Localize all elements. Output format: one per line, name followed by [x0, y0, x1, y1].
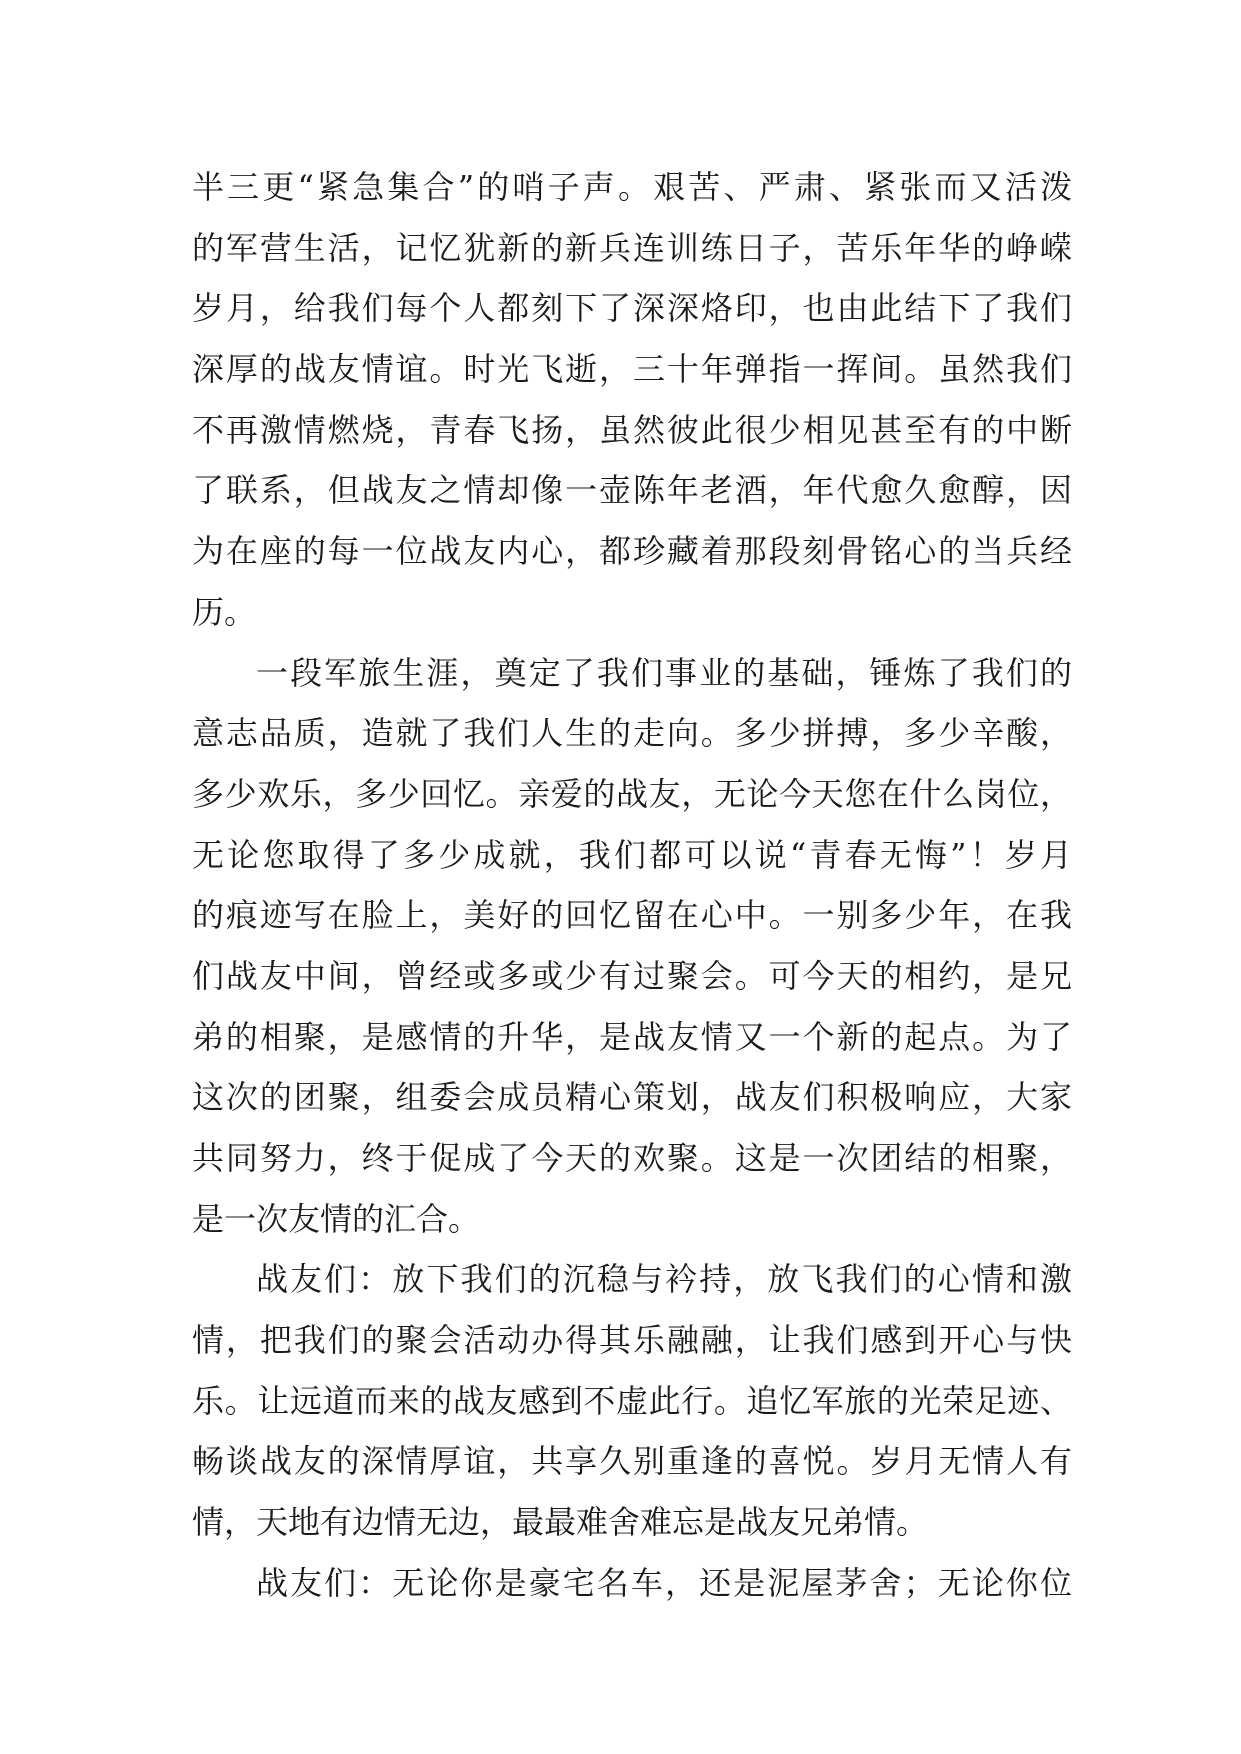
text-line: 不再激情燃烧，青春飞扬，虽然彼此很少相见甚至有的中断 [192, 410, 1072, 449]
text-line: 历。 [192, 592, 257, 631]
text-line: 深厚的战友情谊。时光飞逝，三十年弹指一挥间。虽然我们 [192, 350, 1072, 389]
text-line: 为在座的每一位战友内心，都珍藏着那段刻骨铭心的当兵经 [192, 532, 1072, 571]
text-line: 们战友中间，曾经或多或少有过聚会。可今天的相约，是兄 [192, 956, 1072, 995]
text-line: 情，天地有边情无边，最最难舍难忘是战友兄弟情。 [192, 1503, 929, 1542]
text-line: 半三更“紧急集合”的哨子声。艰苦、严肃、紧张而又活泼 [192, 168, 1072, 206]
text-line: 共同努力，终于促成了今天的欢聚。这是一次团结的相聚， [192, 1139, 1072, 1177]
text-line: 无论您取得了多少成就，我们都可以说“青春无悔”！岁月 [192, 835, 1072, 874]
text-line: 弟的相聚，是感情的升华，是战友情又一个新的起点。为了 [192, 1017, 1072, 1056]
text-line: 是一次友情的汇合。 [192, 1199, 481, 1238]
text-line: 畅谈战友的深情厚谊，共享久别重逢的喜悦。岁月无情人有 [192, 1442, 1072, 1481]
text-line: 多少欢乐，多少回忆。亲爱的战友，无论今天您在什么岗位， [192, 774, 1072, 813]
text-line: 的痕迹写在脸上，美好的回忆留在心中。一别多少年，在我 [192, 896, 1072, 935]
text-line: 乐。让远道而来的战友感到不虚此行。追忆军旅的光荣足迹、 [192, 1381, 1072, 1420]
text-line: 意志品质，造就了我们人生的走向。多少拼搏，多少辛酸， [192, 714, 1072, 753]
document-body [192, 157, 1072, 1614]
paragraph-first-line: 一段军旅生涯，奠定了我们事业的基础，锤炼了我们的 [256, 653, 1072, 692]
text-line: 情，把我们的聚会活动办得其乐融融，让我们感到开心与快 [192, 1321, 1072, 1360]
text-line: 的军营生活，记忆犹新的新兵连训练日子，苦乐年华的峥嵘 [192, 228, 1072, 267]
text-line: 这次的团聚，组委会成员精心策划，战友们积极响应，大家 [192, 1078, 1072, 1117]
text-line: 岁月，给我们每个人都刻下了深深烙印，也由此结下了我们 [192, 289, 1072, 328]
paragraph-first-line: 战友们：无论你是豪宅名车，还是泥屋茅舍；无论你位 [256, 1563, 1072, 1602]
text-line: 了联系，但战友之情却像一壶陈年老酒，年代愈久愈醇，因 [192, 471, 1072, 510]
paragraph-first-line: 战友们：放下我们的沉稳与衿持，放飞我们的心情和激 [256, 1260, 1072, 1299]
